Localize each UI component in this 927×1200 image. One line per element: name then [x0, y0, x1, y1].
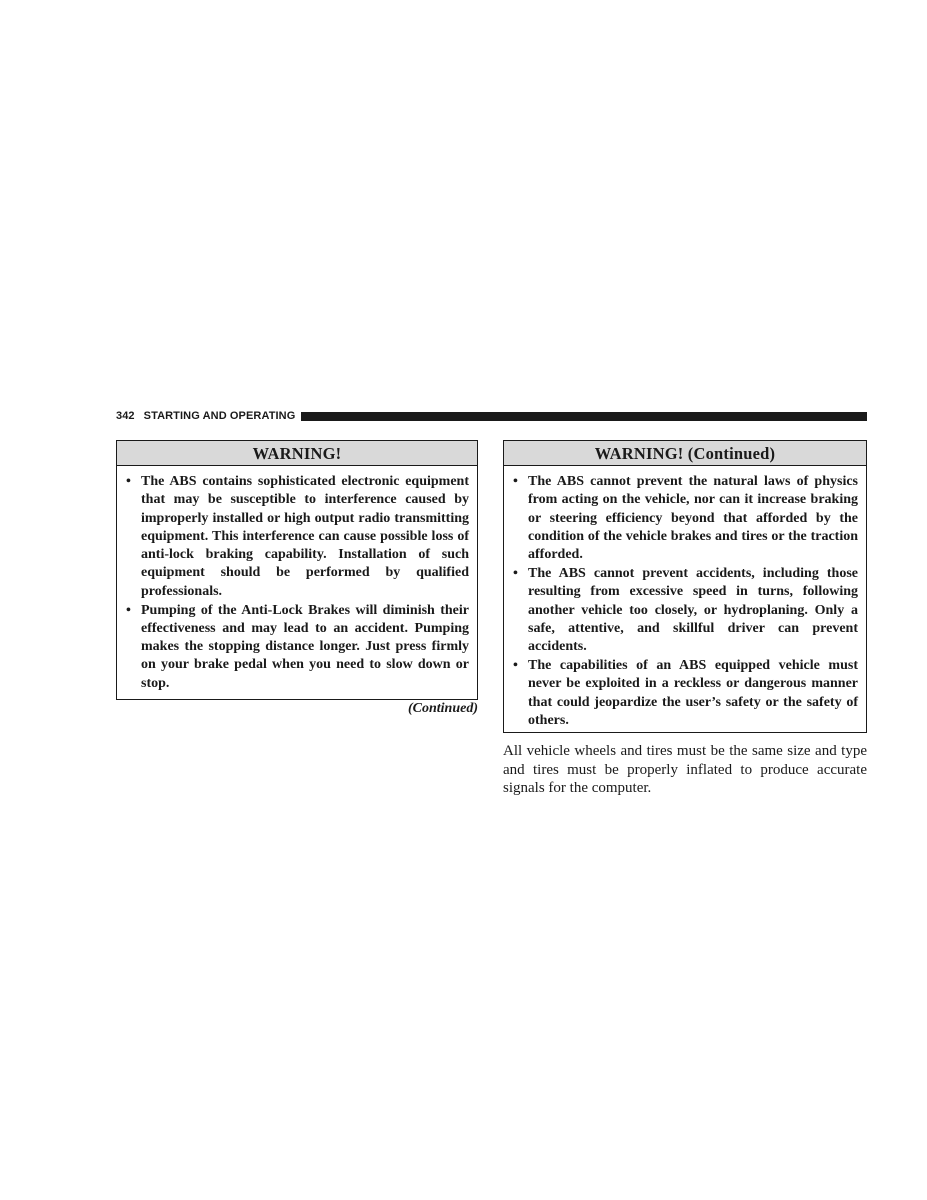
warning-box-left: [116, 440, 478, 700]
header-rule: [301, 412, 867, 421]
page-header: [116, 409, 867, 423]
warning-item: • Pumping of the Anti-Lock Brakes will diminish their effectiveness and may lead to an accident. Pumping makes the stopping distance longer. Just press firmly on your brake pedal when you need to slow down or stop.: [126, 602, 469, 691]
warning-title-continued: WARNING! (Continued): [504, 441, 866, 466]
warning-item: • The ABS cannot prevent the natural laws of physics from acting on the vehicle, nor can it increase braking or steering efficiency beyond that afforded by the condition of the vehicle brakes and tires or the traction afforded.: [513, 474, 858, 563]
continued-note: (Continued): [407, 701, 478, 716]
warning-item: • The ABS contains sophisticated electronic equipment that may be susceptible to interference caused by improperly installed or high output radio transmitting equipment. This interference can cause possible loss of anti-lock braking capability. Installation of such equipment should be performed by qualified professionals.: [126, 474, 469, 599]
warning-item: • The ABS cannot prevent accidents, including those resulting from excessive speed in turns, following another vehicle too closely, or hydroplaning. Only a safe, attentive, and skillful driver can prevent accidents.: [513, 565, 858, 655]
warning-item: • The capabilities of an ABS equipped vehicle must never be exploited in a reckless or dangerous manner that could jeopardize the user’s safety or the safety of others.: [513, 657, 858, 728]
warning-title: WARNING!: [117, 441, 477, 466]
bullet-icon: •: [513, 474, 518, 489]
bullet-icon: •: [513, 565, 518, 581]
page-number: 342: [116, 410, 135, 422]
bullet-icon: •: [513, 657, 518, 673]
bullet-icon: •: [126, 602, 131, 618]
section-title: STARTING AND OPERATING: [143, 410, 296, 422]
body-paragraph: All vehicle wheels and tires must be the same size and type and tires must be properly inflated to produce accurate signals for the computer.: [503, 743, 867, 797]
warning-list: [117, 466, 477, 693]
bullet-icon: •: [126, 474, 131, 489]
warning-box-right: [503, 440, 867, 733]
warning-list: [504, 466, 866, 730]
